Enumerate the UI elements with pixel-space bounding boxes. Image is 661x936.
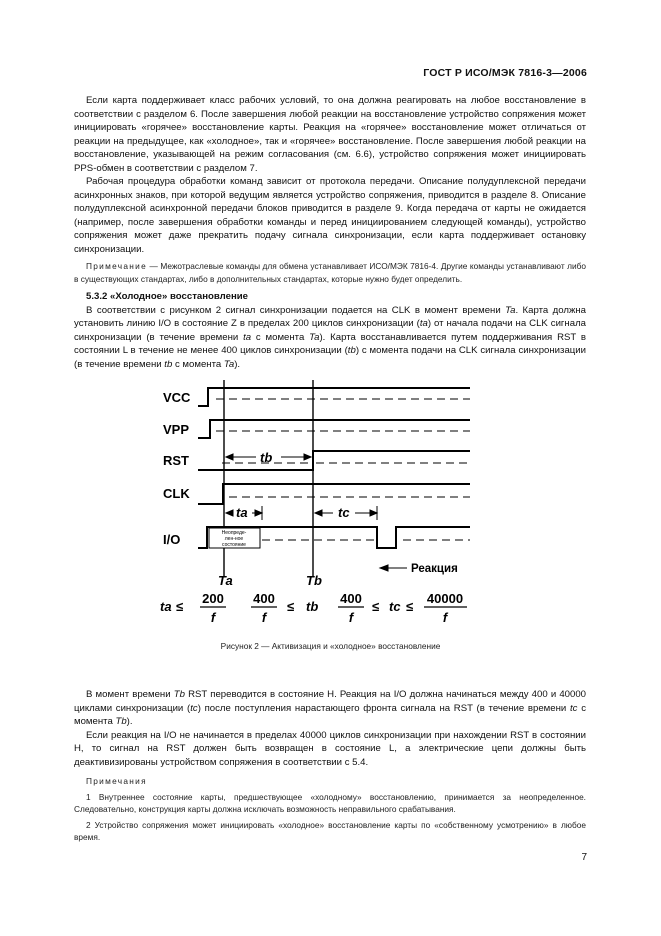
- vpp-waveform: [198, 420, 470, 438]
- formula-num-400-b: 400: [340, 591, 362, 606]
- top-text-block: [74, 94, 586, 371]
- rst-waveform: [198, 451, 470, 470]
- note-label: Примечание: [86, 261, 148, 271]
- timing-diagram: [0, 380, 661, 630]
- section-heading: 5.3.2 «Холодное» восстановление: [86, 291, 248, 302]
- formula-den-2: f: [261, 610, 267, 625]
- notes-label: Примечания: [86, 776, 147, 786]
- interval-tb-label: tb: [260, 450, 273, 465]
- clk-waveform: [198, 484, 470, 504]
- label-rst: RST: [163, 453, 189, 468]
- note-text: — Межотраслевые команды для обмена устанавливает ИСО/МЭК 7816-4. Другие команды устанавливают либо в существующих стандартах, либо в дополнительных стандартах, которые нужно будет определить.: [74, 261, 586, 284]
- paragraph-tb-response: В момент времени Tb RST переводится в состояние H. Реакция на I/O должна начинаться между 400 и 40000 циклами синхронизации (tc) после поступления нарастающего фронта сигнала на RST (в течение времени tc с момента Tb).: [74, 689, 586, 727]
- undefined-state-line-2: лен-ное: [224, 536, 244, 542]
- label-vpp: VPP: [163, 422, 190, 437]
- formula-num-400-a: 400: [253, 591, 275, 606]
- formula-tc: tc: [389, 599, 401, 614]
- formula-le-4: ≤: [406, 599, 414, 614]
- formula-ta: ta: [160, 599, 172, 614]
- paragraph-cold-reset: В соответствии с рисунком 2 сигнал синхронизации подается на CLK в момент времени Ta. Карта должна установить линию I/O в состояние Z в пределах 200 циклов синхронизации (ta) от начала подачи на CLK сигнала синхронизации (в течение времени ta с момента Ta). Карта восстанавливается путем поддерживания RST в состоянии L в течение не менее 400 циклов синхронизации (tb) с момента подачи на CLK сигнала синхронизации (в течение времени tb с момента Ta).: [74, 304, 587, 370]
- formula-num-200: 200: [202, 591, 224, 606]
- note-item-1: 1 Внутреннее состояние карты, предшествующее «холодному» восстановлению, принимается за неопределенное. Следовательно, конструкция карты должна исключать возможность неправильного срабатывания.: [74, 791, 586, 814]
- undefined-state-line-1: Неопреде-: [221, 530, 247, 536]
- formula-le-3: ≤: [372, 599, 380, 614]
- paragraph-command-procedure: Рабочая процедура обработки команд зависит от протокола передачи. Описание полудуплексной передачи асинхронных знаков, при которой ведущим является устройство сопряжения, приводится в разделе 8. Описание полудуплексной асинхронной передачи блоков приводится в разделе 9. Когда передача от карты не ожидается (например, после завершения обработки команды и перед инициированием следующей команды), устройство сопряжения может даже прекратить подачу сигнала синхронизации, если карта поддерживает остановку синхронизации.: [74, 176, 586, 255]
- formula-den-1: f: [210, 610, 216, 625]
- formula-den-4: f: [442, 610, 448, 625]
- bottom-text-block: [74, 688, 586, 844]
- page-number: 7: [581, 852, 587, 863]
- label-clk: CLK: [163, 486, 190, 501]
- time-label-ta: Ta: [218, 573, 233, 588]
- undefined-state-line-3: состояние: [222, 542, 246, 548]
- running-header: ГОСТ Р ИСО/МЭК 7816-3—2006: [423, 67, 587, 79]
- note-interindustry: [74, 260, 586, 285]
- interval-tc-label: tc: [338, 505, 350, 520]
- response-label: Реакция: [411, 563, 458, 575]
- formula-num-40000: 40000: [426, 591, 464, 606]
- note-item-2: 2 Устройство сопряжения может инициировать «холодное» восстановление карты по «собственному усмотрению» в любое время.: [74, 819, 586, 842]
- vcc-waveform: [198, 388, 470, 406]
- formula-le-2: ≤: [287, 599, 295, 614]
- formula-den-3: f: [348, 610, 354, 625]
- figure-caption: Рисунок 2 — Активизация и «холодное» восстановление: [220, 641, 441, 651]
- formula-le-1: ≤: [176, 599, 184, 614]
- label-io: I/O: [163, 532, 181, 547]
- time-label-tb: Tb: [306, 573, 322, 588]
- label-vcc: VCC: [163, 390, 191, 405]
- paragraph-no-response: Если реакция на I/O не начинается в пределах 40000 циклов синхронизации при нахождении RST в состоянии H, то сигнал на RST должен быть возвращен в состояние L, а электрические цепи должны быть деактивизированы устройством сопряжения в соответствии с 5.4.: [74, 729, 586, 768]
- paragraph-warm-reset: Если карта поддерживает класс рабочих условий, то она должна реагировать на любое восстановление в соответствии с разделом 6. После завершения любой реакции на восстановление устройство сопряжения может инициировать «горячее» восстановление карты. Реакция на «горячее» восстановление может отличаться от реакции на предыдущее, как «холодное», так и «горячее» восстановление. После завершения любой реакции на восстановление, указывающей на режим согласования (см. 6.6), устройство сопряжения может инициировать PPS-обмен в соответствии с разделом 7.: [74, 95, 586, 174]
- interval-ta-label: ta: [236, 505, 248, 520]
- formula-tb: tb: [306, 599, 319, 614]
